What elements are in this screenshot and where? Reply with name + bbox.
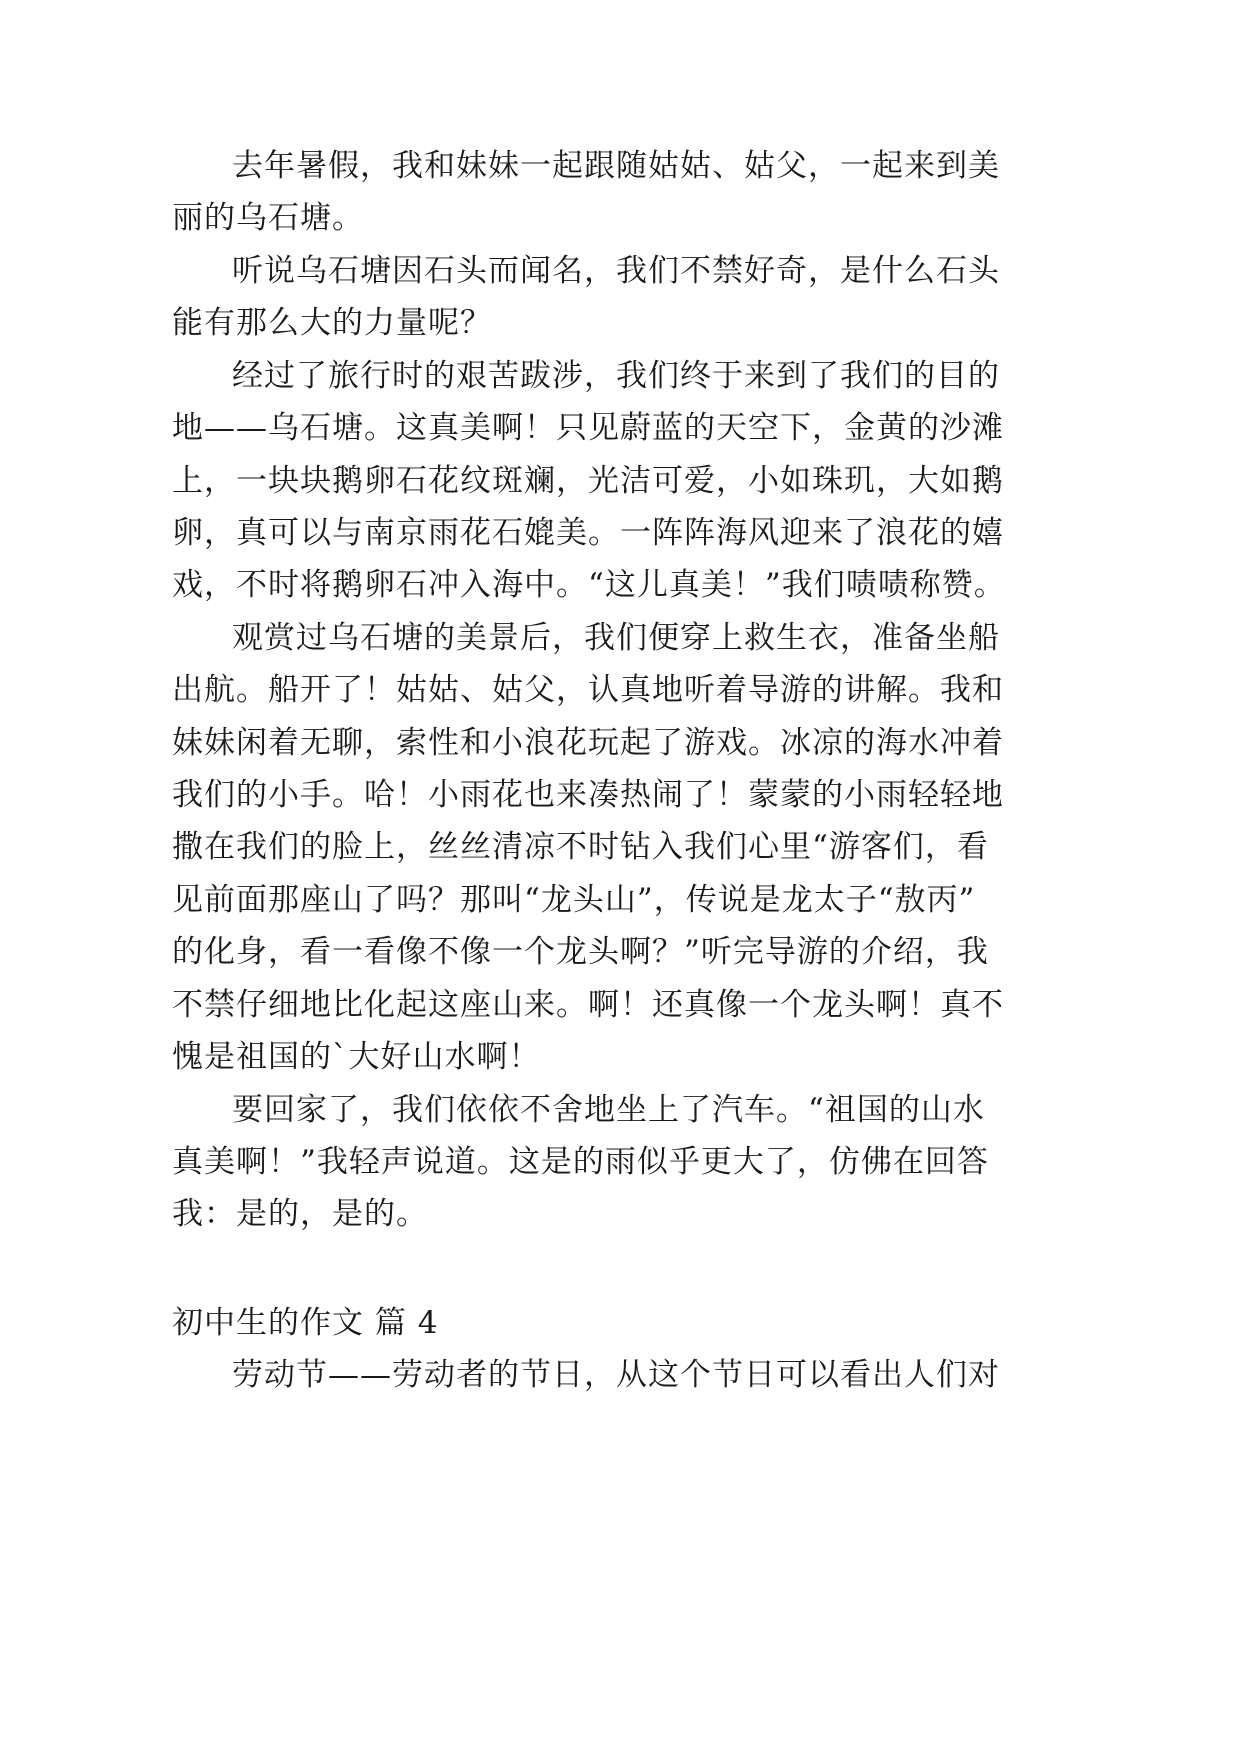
text-line: 愧是祖国的`大好山水啊！ — [172, 1039, 541, 1075]
text-line: 劳动节——劳动者的节日，从这个节日可以看出人们对 — [232, 1357, 1000, 1393]
text-line: 见前面那座山了吗？那叫“龙头山”，传说是龙太子“敖丙” — [172, 882, 976, 918]
text-line: 出航。船开了！姑姑、姑父，认真地听着导游的讲解。我和 — [172, 672, 1004, 708]
section-heading: 初中生的作文 篇 4 — [172, 1305, 439, 1341]
text-line: 上，一块块鹅卵石花纹斑斓，光洁可爱，小如珠玑，大如鹅 — [172, 463, 1004, 499]
text-line: 我：是的，是的。 — [172, 1196, 428, 1232]
text-line: 要回家了，我们依依不舍地坐上了汽车。“祖国的山水 — [232, 1092, 985, 1128]
text-line: 听说乌石塘因石头而闻名，我们不禁好奇，是什么石头 — [232, 253, 1000, 289]
text-line: 卵，真可以与南京雨花石媲美。一阵阵海风迎来了浪花的嬉 — [172, 515, 1004, 551]
text-line: 地——乌石塘。这真美啊！只见蔚蓝的天空下，金黄的沙滩 — [172, 410, 1004, 446]
text-line: 的化身，看一看像不像一个龙头啊？”听完导游的介绍，我 — [172, 934, 989, 970]
text-line: 撒在我们的脸上，丝丝清凉不时钻入我们心里“游客们，看 — [172, 829, 989, 865]
text-line: 不禁仔细地比化起这座山来。啊！还真像一个龙头啊！真不 — [172, 987, 1004, 1023]
text-line: 去年暑假，我和妹妹一起跟随姑姑、姑父，一起来到美 — [232, 148, 1000, 184]
text-line: 能有那么大的力量呢？ — [172, 305, 492, 341]
text-line: 经过了旅行时的艰苦跋涉，我们终于来到了我们的目的 — [232, 358, 1000, 394]
text-line: 丽的乌石塘。 — [172, 200, 364, 236]
text-line: 真美啊！”我轻声说道。这是的雨似乎更大了，仿佛在回答 — [172, 1144, 989, 1180]
text-line: 戏，不时将鹅卵石冲入海中。“这儿真美！”我们啧啧称赞。 — [172, 567, 1006, 603]
text-line: 观赏过乌石塘的美景后，我们便穿上救生衣，准备坐船 — [232, 620, 1000, 656]
text-line: 我们的小手。哈！小雨花也来凑热闹了！蒙蒙的小雨轻轻地 — [172, 777, 1004, 813]
text-line: 妹妹闲着无聊，索性和小浪花玩起了游戏。冰凉的海水冲着 — [172, 725, 1004, 761]
